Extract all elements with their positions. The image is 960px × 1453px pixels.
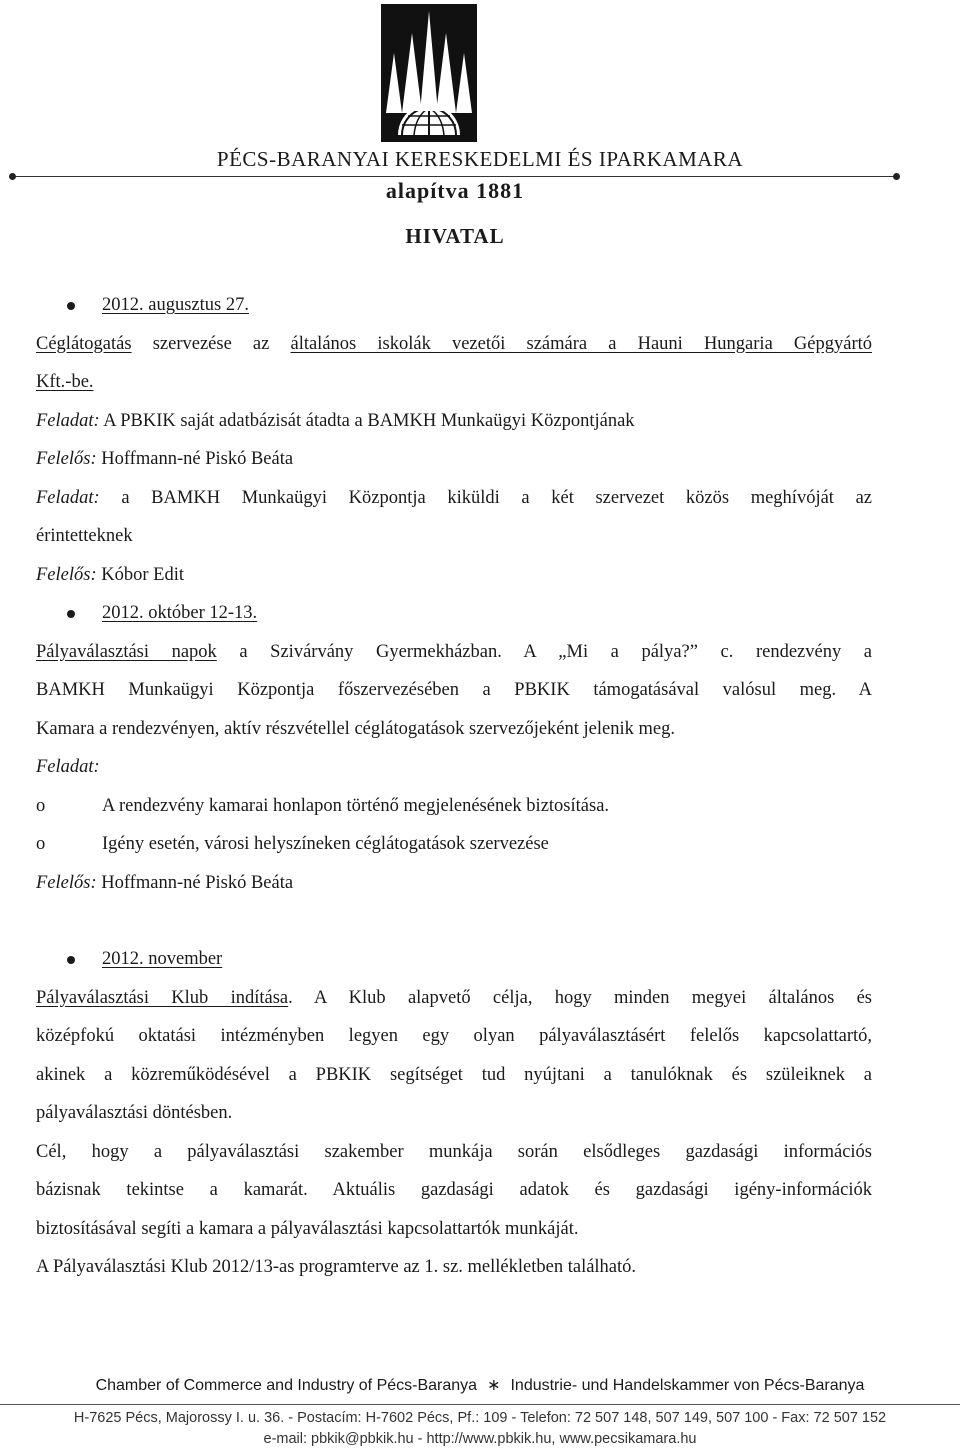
task-line: Feladat: a BAMKH Munkaügyi Központja kiküldi a két szervezet közös meghívóját az [36,487,872,508]
paragraph-line: Cél, hogy a pályaválasztási szakember munkája során elsődleges gazdasági információs [36,1141,872,1162]
document-body [36,286,872,1287]
footer-rule [0,1404,960,1405]
chamber-logo [380,3,478,143]
task-line-cont: érintetteknek [36,526,133,546]
paragraph-line: akinek a közreműködésével a PBKIK segítséget tud nyújtani a tanulóknak és szüleiknek a [36,1064,872,1085]
section-date: 2012. november [36,940,872,979]
paragraph-line: BAMKH Munkaügyi Központja főszervezésében a PBKIK támogatásával valósul meg. A [36,680,872,700]
founded-year: alapítva 1881 [385,178,525,203]
paragraph-line: pályaválasztási döntésben. [36,1103,233,1123]
footer-name-de: Industrie- und Handelskammer von Pécs-Baranya [510,1377,865,1394]
footer-name-en: Chamber of Commerce and Industry of Pécs-Baranya [95,1377,478,1394]
footer-separator: ∗ [487,1377,501,1394]
footer-contact: e-mail: pbkik@pbkik.hu - http://www.pbkik.hu, www.pecsikamara.hu [263,1431,697,1447]
responsible-line: Felelős: Hoffmann-né Piskó Beáta [36,872,294,893]
paragraph-line: bázisnak tekintse a kamarát. Aktuális gazdasági adatok és gazdasági igény-információk [36,1180,872,1200]
section-date: 2012. augusztus 27. [36,286,872,325]
task-label: Feladat: [36,757,100,777]
footer-address: H-7625 Pécs, Majorossy I. u. 36. - Postacím: H-7602 Pécs, Pf.: 109 - Telefon: 72 507 148, 507 149, 507 100 - Fax: 72 507 152 [73,1410,887,1426]
responsible-line: Felelős: Hoffmann-né Piskó Beáta [36,449,294,469]
paragraph-line: Kamara a rendezvényen, aktív részvétellel céglátogatások szervezőjeként jelenik meg. [36,718,675,739]
letterhead [0,0,960,260]
section-date: 2012. október 12-13. [36,594,872,633]
section-topic: Céglátogatás szervezése az általános iskolák vezetői számára a Hauni Hungaria Gépgyártó [36,333,872,354]
paragraph-line: Pályaválasztási napok a Szivárvány Gyermekházban. A „Mi a pálya?” c. rendezvény a [36,641,872,662]
header-rule [12,176,898,177]
section-topic-cont: Kft.-be. [36,372,94,392]
task-line: Feladat: A PBKIK saját adatbázisát átadta a BAMKH Munkaügyi Központjának [36,410,635,431]
paragraph-line: Pályaválasztási Klub indítása. A Klub alapvető célja, hogy minden megyei általános és [36,987,872,1008]
task-item: o Igény esetén, városi helyszíneken céglátogatások szervezése [36,834,549,854]
footer-names [0,1375,960,1395]
paragraph-line: A Pályaválasztási Klub 2012/13-as programterve az 1. sz. mellékletben található. [36,1257,637,1277]
paragraph-line: biztosításával segíti a kamara a pályaválasztási kapcsolattartók munkáját. [36,1218,579,1239]
office-title: HIVATAL [405,224,505,248]
paragraph-line: középfokú oktatási intézményben legyen egy olyan pályaválasztásért felelős kapcsolattartó, [36,1026,872,1046]
org-name: PÉCS-BARANYAI KERESKEDELMI ÉS IPARKAMARA [216,147,744,171]
responsible-line: Felelős: Kóbor Edit [36,564,184,585]
task-item: o A rendezvény kamarai honlapon történő megjelenésének biztosítása. [36,795,610,816]
